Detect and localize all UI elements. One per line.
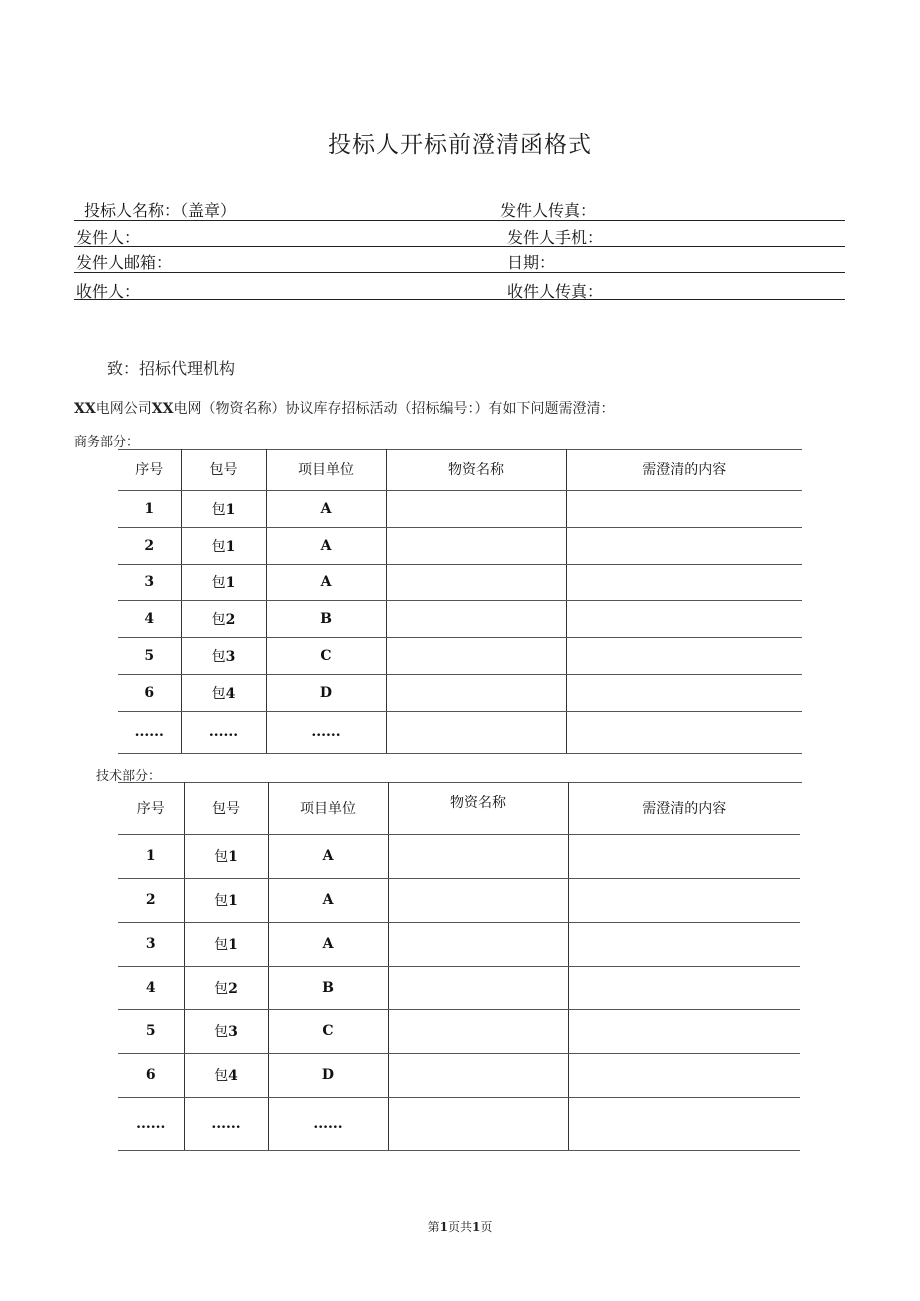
column-header-clarification: 需澄清的内容: [568, 782, 800, 834]
project-unit-cell: ......: [268, 1097, 388, 1150]
date-label: 日期：: [507, 253, 556, 272]
package-number: 3: [225, 648, 236, 665]
column-header-package: 包号: [184, 782, 268, 834]
business-table: [118, 449, 802, 754]
clarification-cell: [566, 490, 802, 527]
row-number: 2: [118, 878, 184, 922]
package-cell: [184, 1097, 268, 1150]
material-name-cell: [388, 1053, 568, 1097]
table-row: [118, 922, 800, 966]
package-cell: [181, 527, 266, 564]
intro-xx-1: XX: [74, 401, 96, 417]
intro-part-1: 电网公司: [95, 401, 152, 417]
package-number: 2: [225, 611, 236, 628]
package-prefix: 包: [214, 980, 229, 997]
material-name-cell: [388, 878, 568, 922]
package-prefix: 包: [214, 937, 229, 953]
package-number: 3: [228, 1024, 238, 1040]
technical-table: [118, 782, 800, 1151]
clarification-cell: [566, 637, 802, 674]
package-cell: [184, 1053, 268, 1097]
column-header-material-name: 物资名称: [388, 782, 568, 834]
clarification-cell: [566, 711, 802, 753]
material-name-cell: [386, 490, 566, 527]
clarification-cell: [568, 966, 800, 1009]
material-name-cell: [388, 1097, 568, 1150]
table-row: [118, 878, 800, 922]
row-number: 1: [118, 490, 181, 527]
header-divider: [74, 220, 845, 221]
material-name-cell: [388, 1009, 568, 1053]
package-number: 1: [225, 538, 236, 555]
package-number: 4: [225, 685, 236, 702]
header-divider: [74, 246, 845, 247]
row-number: ......: [118, 711, 181, 753]
footer-page-number: 1: [439, 1220, 448, 1234]
package-cell: [184, 834, 268, 878]
column-header-project-unit: 项目单位: [268, 782, 388, 834]
package-number: 1: [228, 937, 238, 953]
package-number: 2: [228, 980, 238, 997]
clarification-cell: [566, 527, 802, 564]
sender-label: 发件人：: [76, 228, 141, 247]
package-number: ......: [208, 724, 239, 740]
package-prefix: 包: [211, 685, 226, 702]
package-cell: [184, 1009, 268, 1053]
package-cell: [184, 878, 268, 922]
project-unit-cell: C: [266, 637, 386, 674]
row-number: 5: [118, 1009, 184, 1053]
table-row: [118, 1097, 800, 1150]
package-cell: [181, 564, 266, 600]
row-number: 4: [118, 966, 184, 1009]
material-name-cell: [386, 637, 566, 674]
material-name-cell: [386, 600, 566, 637]
package-prefix: 包: [211, 575, 226, 591]
material-name-cell: [388, 834, 568, 878]
clarification-cell: [568, 922, 800, 966]
business-section-label: 商务部分：: [74, 435, 140, 450]
package-prefix: 包: [211, 538, 226, 555]
intro-text: [74, 398, 614, 418]
row-number: 2: [118, 527, 181, 564]
table-header-row: [118, 449, 802, 490]
row-number: 3: [118, 922, 184, 966]
row-number: 6: [118, 1053, 184, 1097]
material-name-cell: [388, 922, 568, 966]
table-row: [118, 637, 802, 674]
table-row: [118, 1053, 800, 1097]
bidder-name-label: 投标人名称：（盖章）: [84, 201, 237, 220]
technical-section-label: 技术部分：: [96, 769, 162, 784]
row-number: 6: [118, 674, 181, 711]
column-header-no: 序号: [118, 449, 181, 490]
package-number: 1: [228, 893, 238, 909]
package-prefix: 包: [211, 611, 226, 628]
material-name-cell: [386, 564, 566, 600]
column-header-project-unit: 项目单位: [266, 449, 386, 490]
sender-email-label: 发件人邮箱：: [76, 253, 173, 272]
column-header-material-name: 物资名称: [386, 449, 566, 490]
footer-total-pages: 1: [472, 1220, 481, 1234]
project-unit-cell: C: [268, 1009, 388, 1053]
package-cell: [184, 966, 268, 1009]
header-divider: [74, 299, 845, 300]
material-name-cell: [386, 674, 566, 711]
package-prefix: 包: [214, 1068, 229, 1084]
table-row: [118, 600, 802, 637]
clarification-cell: [566, 674, 802, 711]
sender-mobile-label: 发件人手机：: [507, 228, 604, 247]
project-unit-cell: A: [268, 834, 388, 878]
clarification-cell: [568, 1009, 800, 1053]
clarification-cell: [568, 1053, 800, 1097]
row-number: ......: [118, 1097, 184, 1150]
page-footer: [0, 1218, 920, 1235]
table-header-row: [118, 782, 800, 834]
table-row: [118, 527, 802, 564]
project-unit-cell: A: [266, 490, 386, 527]
project-unit-cell: A: [266, 564, 386, 600]
table-row: [118, 564, 802, 600]
project-unit-cell: D: [268, 1053, 388, 1097]
footer-suffix: 页: [480, 1220, 493, 1234]
package-number: 1: [225, 575, 236, 591]
package-prefix: 包: [211, 501, 226, 518]
row-number: 4: [118, 600, 181, 637]
intro-xx-2: XX: [151, 401, 174, 417]
row-number: 5: [118, 637, 181, 674]
salutation: 致：招标代理机构: [107, 359, 236, 378]
project-unit-cell: ......: [266, 711, 386, 753]
clarification-cell: [568, 834, 800, 878]
project-unit-cell: A: [268, 922, 388, 966]
package-number: ......: [211, 1115, 241, 1132]
intro-part-2: 电网（物资名称）协议库存招标活动（招标编号：）有如下问题需澄清：: [173, 401, 615, 417]
package-cell: [181, 674, 266, 711]
package-cell: [181, 600, 266, 637]
table-row: [118, 674, 802, 711]
material-name-cell: [386, 711, 566, 753]
package-prefix: 包: [214, 1024, 229, 1040]
material-name-cell: [386, 527, 566, 564]
receiver-label: 收件人：: [76, 282, 141, 301]
package-cell: [181, 637, 266, 674]
footer-prefix: 第: [427, 1220, 440, 1234]
package-prefix: 包: [211, 648, 226, 665]
clarification-cell: [568, 1097, 800, 1150]
package-cell: [184, 922, 268, 966]
page-title: 投标人开标前澄清函格式: [328, 132, 592, 158]
sender-fax-label: 发件人传真：: [500, 201, 597, 220]
clarification-cell: [568, 878, 800, 922]
table-row: [118, 711, 802, 753]
package-prefix: 包: [214, 849, 229, 865]
package-number: 1: [228, 849, 238, 865]
clarification-cell: [566, 564, 802, 600]
column-header-no: 序号: [118, 782, 184, 834]
package-cell: [181, 711, 266, 753]
project-unit-cell: D: [266, 674, 386, 711]
row-number: 3: [118, 564, 181, 600]
row-number: 1: [118, 834, 184, 878]
package-number: 1: [225, 501, 236, 518]
table-row: [118, 1009, 800, 1053]
table-row: [118, 834, 800, 878]
project-unit-cell: A: [266, 527, 386, 564]
table-row: [118, 966, 800, 1009]
project-unit-cell: A: [268, 878, 388, 922]
package-prefix: 包: [214, 893, 229, 909]
header-divider: [74, 272, 845, 273]
receiver-fax-label: 收件人传真：: [507, 282, 604, 301]
package-number: 4: [228, 1068, 238, 1084]
package-cell: [181, 490, 266, 527]
project-unit-cell: B: [268, 966, 388, 1009]
material-name-cell: [388, 966, 568, 1009]
column-header-clarification: 需澄清的内容: [566, 449, 802, 490]
clarification-cell: [566, 600, 802, 637]
project-unit-cell: B: [266, 600, 386, 637]
footer-middle: 页共: [447, 1220, 472, 1234]
column-header-package: 包号: [181, 449, 266, 490]
table-row: [118, 490, 802, 527]
